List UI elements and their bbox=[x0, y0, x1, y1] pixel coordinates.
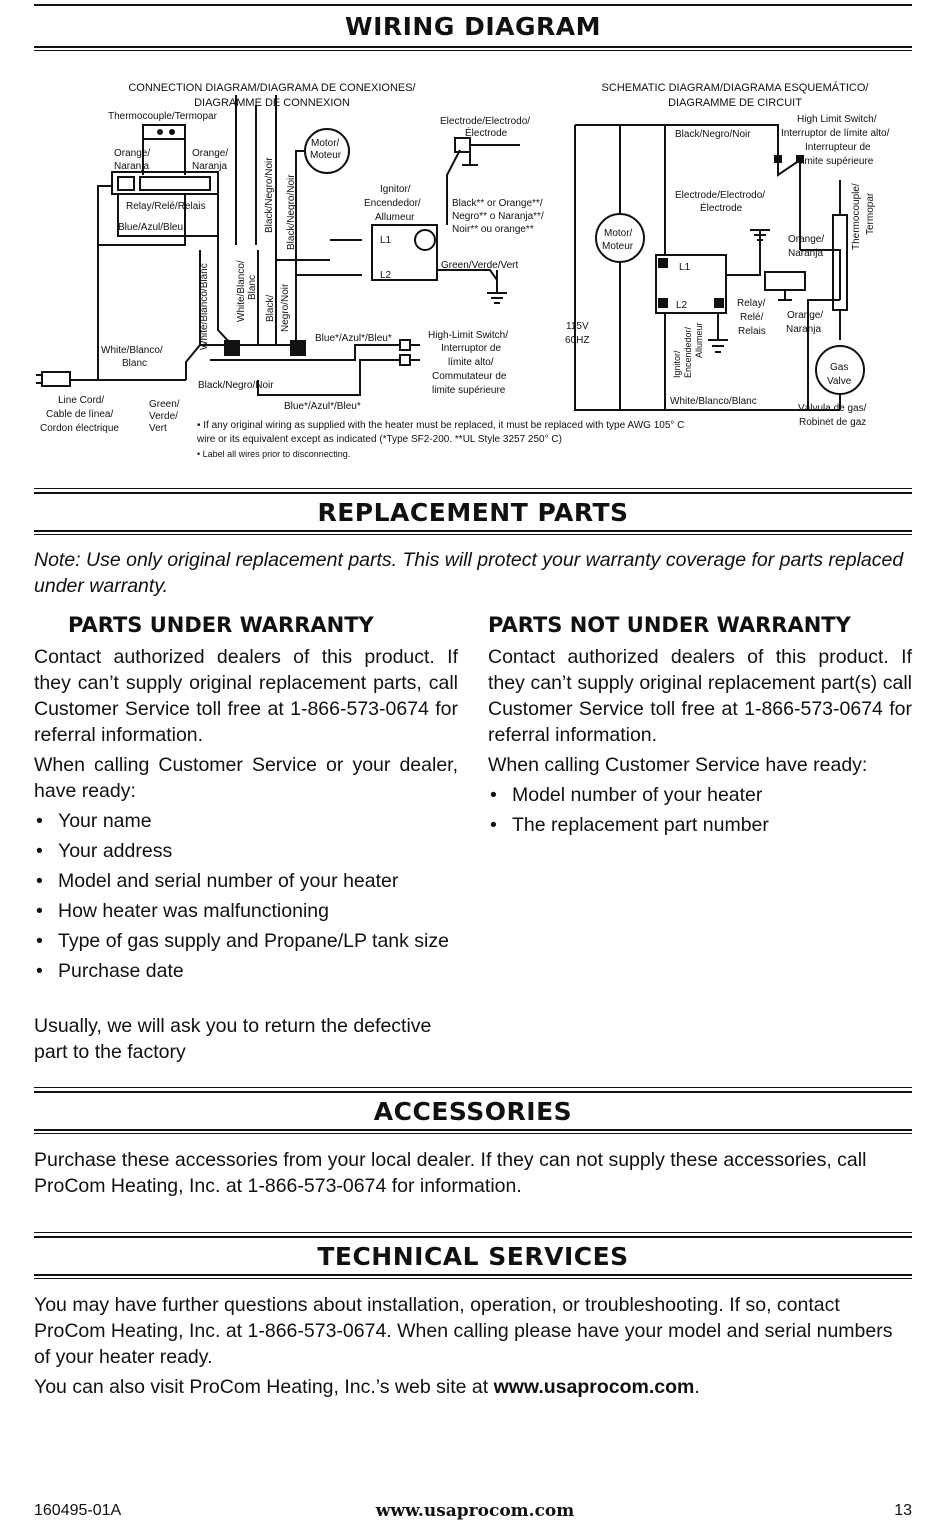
label-green-2: Verde/ bbox=[149, 411, 178, 422]
label-blue-star-2: Blue*/Azul*/Bleu* bbox=[284, 401, 361, 412]
label-blue-star-1: Blue*/Azul*/Bleu* bbox=[315, 333, 392, 344]
label-ignitor-3: Allumeur bbox=[375, 212, 415, 223]
label-electrode-2: Électrode bbox=[465, 128, 508, 139]
page-number: 13 bbox=[894, 1502, 912, 1519]
label-green-1: Green/ bbox=[149, 399, 180, 410]
label-line-cord-2: Cable de línea/ bbox=[46, 409, 114, 420]
footer-website[interactable]: www.usaprocom.com bbox=[375, 1501, 575, 1521]
list-item: • How heater was malfunctioning bbox=[34, 898, 464, 924]
s-label-orange-2: Naranja bbox=[788, 248, 824, 259]
label-motor-2: Moteur bbox=[310, 150, 342, 161]
section-title-accessories: ACCESSORIES bbox=[373, 1097, 573, 1126]
doc-number: 160495-01A bbox=[34, 1502, 122, 1519]
accessories-text: Purchase these accessories from your local dealer. If they can not supply these accessories, call ProCom Heating, Inc. at 1-866-573-0674 for information. bbox=[34, 1149, 867, 1197]
technical-p1: You may have further questions about installation, operation, or troubleshooting. If so, contact ProCom Heating, Inc. at 1-866-573-0674. When calling please have your model and serial numbers of your heater ready. bbox=[34, 1294, 893, 1368]
s-label-valvula-1: Válvula de gas/ bbox=[798, 403, 867, 414]
label-high-limit-1: High-Limit Switch/ bbox=[428, 330, 509, 341]
not-under-warranty-list bbox=[488, 782, 918, 842]
label-orange-2b: Naranja bbox=[192, 161, 228, 172]
s-label-high-limit-4: limite supérieure bbox=[800, 156, 874, 167]
section-header-replacement bbox=[34, 488, 912, 534]
list-item: • Model number of your heater bbox=[488, 782, 918, 808]
under-warranty-list bbox=[34, 808, 464, 988]
s-label-valve: Valve bbox=[827, 376, 852, 387]
not-under-warranty-p2: When calling Customer Service have ready: bbox=[488, 754, 868, 776]
s-label-black: Black/Negro/Noir bbox=[675, 129, 751, 140]
s-label-orange-1: Orange/ bbox=[788, 234, 825, 245]
list-item: • Purchase date bbox=[34, 958, 464, 984]
s-label-high-limit-1: High Limit Switch/ bbox=[797, 114, 877, 125]
technical-p2-suffix: . bbox=[694, 1376, 700, 1398]
label-high-limit-5: limite supérieure bbox=[432, 385, 506, 396]
conn-title-2: DIAGRAMME DE CONNEXION bbox=[194, 97, 350, 109]
section-header-accessories bbox=[34, 1087, 912, 1133]
label-orange-1b: Naranja bbox=[114, 161, 150, 172]
s-label-relay-2: Relé/ bbox=[740, 312, 764, 323]
list-item: • Your name bbox=[34, 808, 464, 834]
s-label-white: White/Blanco/Blanc bbox=[670, 396, 757, 407]
section-title-technical: TECHNICAL SERVICES bbox=[317, 1242, 629, 1271]
s-label-l1: L1 bbox=[679, 262, 691, 273]
heading-parts-not-under-warranty: PARTS NOT UNDER WARRANTY bbox=[488, 613, 851, 637]
label-orange-2: Orange/ bbox=[192, 148, 229, 159]
s-label-electrode-1: Electrode/Electrodo/ bbox=[675, 190, 766, 201]
label-l2: L2 bbox=[380, 270, 392, 281]
conn-title-1: CONNECTION DIAGRAM/DIAGRAMA DE CONEXIONES/ bbox=[128, 82, 416, 94]
label-high-limit-3: límite alto/ bbox=[448, 357, 494, 368]
label-high-limit-2: Interruptor de bbox=[441, 343, 502, 354]
label-relay: Relay/Relé/Relais bbox=[126, 201, 206, 212]
section-header-wiring bbox=[34, 4, 912, 50]
label-black-vertical-2: Black/Negro/Noir bbox=[286, 174, 297, 250]
s-label-relay-3: Relais bbox=[738, 326, 766, 337]
label-black-horizontal: Black/Negro/Noir bbox=[198, 380, 274, 391]
list-item: • Model and serial number of your heater bbox=[34, 868, 464, 894]
s-label-l2: L2 bbox=[676, 300, 688, 311]
label-line-cord-3: Cordon électrique bbox=[40, 423, 119, 434]
wiring-note-2: wire or its equivalent except as indicated (*Type SF2-200. **UL Style 3257 250° C) bbox=[197, 434, 562, 445]
label-black-vertical-1: Black/Negro/Noir bbox=[264, 157, 275, 233]
label-white-vertical-1: White/Blanco/Blanc bbox=[199, 263, 210, 350]
label-white-vertical-2b: Blanc bbox=[247, 274, 258, 300]
replacement-note: Note: Use only original replacement parts. This will protect your warranty coverage for parts replaced under warranty. bbox=[34, 549, 904, 597]
technical-p2-prefix: You can also visit ProCom Heating, Inc.’s web site at bbox=[34, 1376, 494, 1398]
label-blue: Blue/Azul/Bleu bbox=[118, 222, 184, 233]
list-item: • Your address bbox=[34, 838, 464, 864]
label-green-3: Vert bbox=[149, 423, 167, 434]
under-warranty-p1: Contact authorized dealers of this product. If they can’t supply original replacement parts, call Customer Service toll free at 1-866-573-0674 for referral information. bbox=[34, 646, 458, 746]
under-warranty-p3: Usually, we will ask you to return the defective part to the factory bbox=[34, 1015, 432, 1063]
wiring-note-3: • Label all wires prior to disconnecting. bbox=[197, 449, 351, 459]
s-label-ignitor-2: Encendedor/ bbox=[683, 326, 693, 378]
schem-title-1: SCHEMATIC DIAGRAM/DIAGRAMA ESQUEMÁTICO/ bbox=[601, 82, 869, 94]
not-under-warranty-p1: Contact authorized dealers of this product. If they can’t supply original replacement part(s) call Customer Service toll free at 1-866-573-0674 for referral information. bbox=[488, 646, 912, 746]
label-white-1: White/Blanco/ bbox=[101, 345, 163, 356]
label-black-vertical-3b: Negro/Noir bbox=[280, 283, 291, 332]
label-black-or-orange-1: Black** or Orange**/ bbox=[452, 198, 543, 209]
label-white-vertical-2: White/Blanco/ bbox=[236, 260, 247, 322]
schem-title-2: DIAGRAMME DE CIRCUIT bbox=[668, 97, 802, 109]
list-item: • Type of gas supply and Propane/LP tank size bbox=[34, 928, 464, 954]
s-label-ignitor-3: Allumeur bbox=[694, 322, 704, 358]
s-label-motor-2: Moteur bbox=[602, 241, 634, 252]
s-label-high-limit-2: Interruptor de límite alto/ bbox=[781, 128, 890, 139]
label-white-2: Blanc bbox=[122, 358, 148, 369]
wiring-diagram bbox=[0, 60, 950, 470]
section-title-wiring: WIRING DIAGRAM bbox=[345, 12, 601, 41]
section-title-replacement: REPLACEMENT PARTS bbox=[317, 498, 629, 527]
s-label-motor-1: Motor/ bbox=[604, 228, 633, 239]
s-label-thermo-2: Termopar bbox=[865, 192, 876, 235]
s-label-ignitor-1: Ignitor/ bbox=[672, 350, 682, 378]
label-black-vertical-3: Black/ bbox=[265, 294, 276, 322]
label-black-or-orange-2: Negro** o Naranja**/ bbox=[452, 211, 544, 222]
wiring-note-1: • If any original wiring as supplied with the heater must be replaced, it must be replaced with type AWG 105° C bbox=[197, 420, 685, 431]
s-label-thermo-1: Thermocouple/ bbox=[851, 183, 862, 250]
label-green: Green/Verde/Vert bbox=[441, 260, 519, 271]
label-electrode-1: Electrode/Electrodo/ bbox=[440, 116, 531, 127]
list-item: • The replacement part number bbox=[488, 812, 918, 838]
label-high-limit-4: Commutateur de bbox=[432, 371, 507, 382]
s-label-60hz: 60HZ bbox=[565, 335, 590, 346]
label-motor-1: Motor/ bbox=[311, 138, 340, 149]
s-label-orange-4: Naranja bbox=[786, 324, 822, 335]
label-orange-1: Orange/ bbox=[114, 148, 151, 159]
technical-p2 bbox=[34, 1374, 914, 1400]
s-label-orange-3: Orange/ bbox=[787, 310, 824, 321]
label-thermocouple: Thermocouple/Termopar bbox=[108, 111, 217, 122]
s-label-gas: Gas bbox=[830, 362, 849, 373]
s-label-electrode-2: Électrode bbox=[700, 203, 743, 214]
heading-parts-under-warranty: PARTS UNDER WARRANTY bbox=[68, 613, 374, 637]
s-label-high-limit-3: Interrupteur de bbox=[805, 142, 871, 153]
label-ignitor-1: Ignitor/ bbox=[380, 184, 411, 195]
under-warranty-p2: When calling Customer Service or your dealer, have ready: bbox=[34, 754, 458, 802]
label-black-or-orange-3: Noir** ou orange** bbox=[452, 224, 534, 235]
s-label-115v: 115V bbox=[566, 321, 589, 332]
label-l1: L1 bbox=[380, 235, 392, 246]
s-label-relay-1: Relay/ bbox=[737, 298, 766, 309]
label-ignitor-2: Encendedor/ bbox=[364, 198, 421, 209]
section-header-technical bbox=[34, 1232, 912, 1278]
website-link[interactable]: www.usaprocom.com bbox=[493, 1376, 695, 1398]
s-label-valvula-2: Robinet de gaz bbox=[799, 417, 867, 428]
label-line-cord-1: Line Cord/ bbox=[58, 395, 105, 406]
